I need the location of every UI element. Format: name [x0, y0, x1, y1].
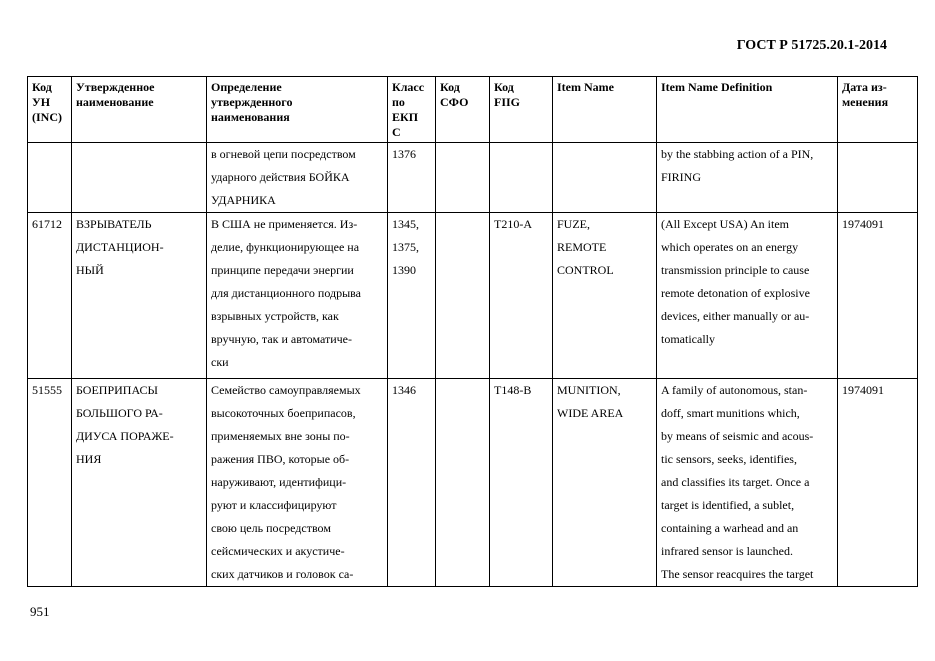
- cell-line: руют и классифицируют: [211, 498, 337, 512]
- cell-line: 1390: [392, 263, 416, 277]
- change-date-cell: [838, 213, 918, 379]
- header-row: [28, 77, 918, 143]
- cell-line: REMOTE: [557, 240, 607, 254]
- cell-line: ударного действия БОЙКА: [211, 170, 350, 184]
- header-line: Определение: [211, 80, 282, 94]
- header-line: СФО: [440, 95, 469, 109]
- cell-line: tic sensors, seeks, identifies,: [661, 452, 797, 466]
- page-number: 951: [30, 604, 50, 619]
- approved-name-cell: [72, 379, 207, 587]
- table-row: [28, 379, 918, 587]
- header-line: С: [392, 125, 401, 139]
- inc-cell: [28, 213, 72, 379]
- cell-line: ских датчиков и головок са-: [211, 567, 354, 581]
- item-name-cell: [553, 213, 657, 379]
- header-line: Код: [32, 80, 52, 94]
- header-item-definition: [657, 77, 838, 143]
- class-cell: [388, 213, 436, 379]
- header-line: Код: [494, 80, 514, 94]
- fiig-cell: [490, 143, 553, 213]
- definition-cell: [207, 379, 388, 587]
- cell-line: WIDE AREA: [557, 406, 624, 420]
- cell-line: ДИСТАНЦИОН-: [76, 240, 164, 254]
- header-line: УН: [32, 95, 51, 109]
- cell-line: ДИУСА ПОРАЖЕ-: [76, 429, 174, 443]
- cell-line: применяемых вне зоны по-: [211, 429, 350, 443]
- cell-line: devices, either manually or au-: [661, 309, 810, 323]
- sfo-cell: [436, 213, 490, 379]
- header-sfo: [436, 77, 490, 143]
- header-line: Утвержденное: [76, 80, 155, 94]
- cell-line: БОЛЬШОГО РА-: [76, 406, 163, 420]
- sfo-cell: [436, 379, 490, 587]
- cell-line: and classifies its target. Once a: [661, 475, 810, 489]
- header-change-date: [838, 77, 918, 143]
- cell-line: наруживают, идентифици-: [211, 475, 347, 489]
- header-definition: [207, 77, 388, 143]
- header-line: Дата из-: [842, 80, 887, 94]
- cell-line: БОЕПРИПАСЫ: [76, 383, 159, 397]
- class-cell: [388, 379, 436, 587]
- header-line: Класс: [392, 80, 425, 94]
- header-approved-name: [72, 77, 207, 143]
- header-line: Код: [440, 80, 460, 94]
- header-class: [388, 77, 436, 143]
- header-line: (INC): [32, 110, 62, 124]
- cell-line: НЫЙ: [76, 263, 104, 277]
- inc-cell: [28, 379, 72, 587]
- item-name-cell: [553, 379, 657, 587]
- header-inc: [28, 77, 72, 143]
- cell-line: containing a warhead and an: [661, 521, 799, 535]
- cell-line: высокоточных боеприпасов,: [211, 406, 356, 420]
- cell-line: (All Except USA) An item: [661, 217, 789, 231]
- header-line: по: [392, 95, 405, 109]
- header-line: наименование: [76, 95, 154, 109]
- cell-line: MUNITION,: [557, 383, 621, 397]
- table-row: [28, 143, 918, 213]
- cell-line: ВЗРЫВАТЕЛЬ: [76, 217, 152, 231]
- change-date-cell: [838, 379, 918, 587]
- cell-line: by means of seismic and acous-: [661, 429, 814, 443]
- sfo-cell: [436, 143, 490, 213]
- cell-line: FUZE,: [557, 217, 590, 231]
- cell-line: infrared sensor is launched.: [661, 544, 793, 558]
- nomenclature-table: [27, 76, 918, 587]
- cell-line: FIRING: [661, 170, 702, 184]
- cell-line: transmission principle to cause: [661, 263, 810, 277]
- cell-line: делие, функционирующее на: [211, 240, 360, 254]
- cell-line: 61712: [32, 217, 62, 231]
- cell-line: в огневой цепи посредством: [211, 147, 356, 161]
- cell-line: взрывных устройств, как: [211, 309, 339, 323]
- header-line: FIIG: [494, 95, 521, 109]
- cell-line: which operates on an energy: [661, 240, 799, 254]
- cell-line: для дистанционного подрыва: [211, 286, 361, 300]
- class-cell: [388, 143, 436, 213]
- cell-line: The sensor reacquires the target: [661, 567, 814, 581]
- header-line: Item Name Definition: [661, 80, 773, 94]
- header-line: Item Name: [557, 80, 614, 94]
- inc-cell: [28, 143, 72, 213]
- cell-line: 1375,: [392, 240, 419, 254]
- cell-line: УДАРНИКА: [211, 193, 276, 207]
- header-line: менения: [842, 95, 889, 109]
- approved-name-cell: [72, 213, 207, 379]
- cell-line: 1974091: [842, 217, 884, 231]
- fiig-cell: [490, 379, 553, 587]
- cell-line: 1376: [392, 147, 416, 161]
- cell-line: tomatically: [661, 332, 715, 346]
- definition-cell: [207, 143, 388, 213]
- cell-line: ражения ПВО, которые об-: [211, 452, 350, 466]
- cell-line: T148-B: [494, 383, 532, 397]
- cell-line: by the stabbing action of a PIN,: [661, 147, 814, 161]
- item-definition-cell: [657, 213, 838, 379]
- header-line: наименования: [211, 110, 290, 124]
- header-fiig: [490, 77, 553, 143]
- cell-line: A family of autonomous, stan-: [661, 383, 808, 397]
- cell-line: CONTROL: [557, 263, 614, 277]
- cell-line: вручную, так и автоматиче-: [211, 332, 352, 346]
- cell-line: remote detonation of explosive: [661, 286, 810, 300]
- cell-line: 1974091: [842, 383, 884, 397]
- cell-line: принципе передачи энергии: [211, 263, 354, 277]
- approved-name-cell: [72, 143, 207, 213]
- fiig-cell: [490, 213, 553, 379]
- cell-line: В США не применяется. Из-: [211, 217, 358, 231]
- cell-line: 1345,: [392, 217, 419, 231]
- table-body: [28, 143, 918, 587]
- table-row: [28, 213, 918, 379]
- cell-line: ски: [211, 355, 229, 369]
- cell-line: сейсмических и акустиче-: [211, 544, 345, 558]
- cell-line: НИЯ: [76, 452, 102, 466]
- item-name-cell: [553, 143, 657, 213]
- item-definition-cell: [657, 379, 838, 587]
- definition-cell: [207, 213, 388, 379]
- change-date-cell: [838, 143, 918, 213]
- cell-line: 1346: [392, 383, 416, 397]
- header-item-name: [553, 77, 657, 143]
- cell-line: 51555: [32, 383, 62, 397]
- header-line: ЕКП: [392, 110, 419, 124]
- cell-line: Семейство самоуправляемых: [211, 383, 361, 397]
- header-line: утвержденного: [211, 95, 293, 109]
- cell-line: T210-A: [494, 217, 532, 231]
- cell-line: doff, smart munitions which,: [661, 406, 800, 420]
- document-standard-number: ГОСТ Р 51725.20.1-2014: [736, 38, 887, 53]
- cell-line: target is identified, a sublet,: [661, 498, 795, 512]
- item-definition-cell: [657, 143, 838, 213]
- cell-line: свою цель посредством: [211, 521, 331, 535]
